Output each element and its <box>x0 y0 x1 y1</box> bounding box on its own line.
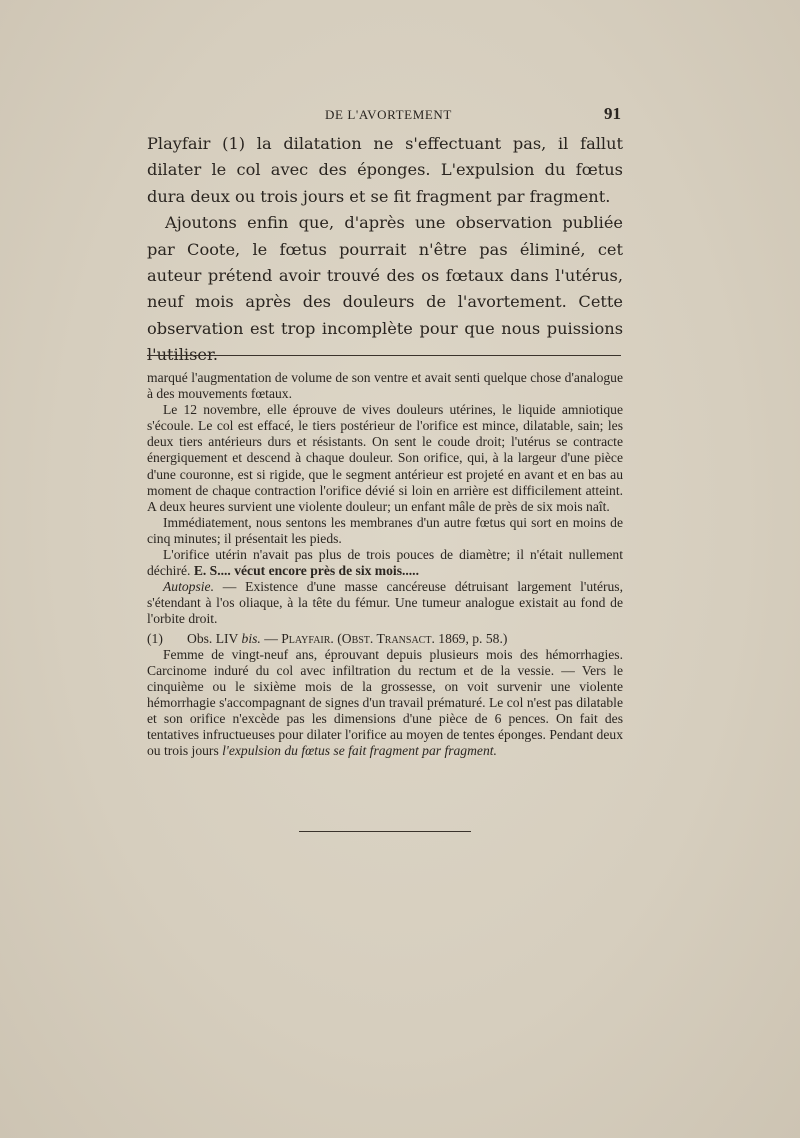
case-paragraph <box>147 579 623 627</box>
footnote-italic-text: l'expulsion du fœtus se fait fragment par fragment. <box>222 743 497 759</box>
footnote-text: Femme de vingt-neuf ans, éprouvant depuis plusieurs mois des hémorrhagies. Carcinome induré du col avec infiltration du rectum et de la vessie. — Vers le cinquième ou le sixième mois de la grossesse, on voit survenir une violente hémorrhagie s'accompagnant de signes d'un travail prématuré. Le col n'est pas dilatable et son orifice n'excède pas les dimensions d'une pièce de 6 pences. On fait des tentatives infructueuses pour dilater l'orifice au moyen de tentes éponges. Pendant deux ou trois jours <box>147 646 623 759</box>
footnote-source: (Obst. Transact. <box>337 630 435 646</box>
separator-rule <box>147 355 621 356</box>
case-text: L'orifice utérin n'avait pas plus de trois pouces de diamètre; il n'était nullement déchiré. <box>147 547 623 579</box>
end-rule <box>299 831 471 832</box>
main-text <box>147 131 623 369</box>
footnote-author: Playfair. <box>281 630 334 646</box>
autopsy-label: Autopsie. <box>163 579 214 595</box>
case-bold-text: E. S.... vécut encore près de six mois..... <box>193 563 419 579</box>
autopsy-text: — Existence d'une masse cancéreuse détruisant largement l'utérus, s'étendant à l'os oliaque, à la tête du fémur. Une tumeur analogue existait au fond de l'orbite droit. <box>147 579 623 627</box>
case-paragraph: Le 12 novembre, elle éprouve de vives douleurs utérines, le liquide amniotique s'écoule. Le col est effacé, le tiers postérieur de l'orifice est mince, dilatable, sain; les deux tiers antérieurs durs et résistants. On sent le coude droit; l'utérus se contracte énergiquement et descend à chaque douleur. Son orifice, qui, à la largeur d'une pièce d'une couronne, est si rigide, que le segment antérieur est projeté en avant et en bas au moment de chaque contraction l'orifice dévié si loin en arrière est difficilement atteint. A deux heures survient une violente douleur; un enfant mâle de près de six mois naît. <box>147 402 623 514</box>
page-header <box>145 104 625 127</box>
footnote-reference <box>147 631 623 647</box>
case-paragraph <box>147 547 623 579</box>
case-paragraph: marqué l'augmentation de volume de son ventre et avait senti quelque chose d'analogue à des mouvements fœtaux. <box>147 370 623 402</box>
footnote-dash: — <box>264 630 278 646</box>
footnote-body <box>147 647 623 760</box>
case-report <box>147 370 623 759</box>
page-number: 91 <box>604 104 621 123</box>
running-head: DE L'AVORTEMENT <box>325 107 452 122</box>
main-paragraph: Ajoutons enfin que, d'après une observation publiée par Coote, le fœtus pourrait n'être pas éliminé, cet auteur prétend avoir trouvé des os fœtaux dans l'utérus, neuf mois après des douleurs de l'avortement. Cette observation est trop incomplète pour que nous puissions l'utiliser. <box>147 213 623 365</box>
footnote-obs: Obs. LIV <box>187 630 239 646</box>
footnote-marker: (1) <box>147 630 163 646</box>
main-paragraph: Playfair (1) la dilatation ne s'effectuant pas, il fallut dilater le col avec des éponges. L'expulsion du fœtus dura deux ou trois jours et se fit fragment par fragment. <box>147 134 623 206</box>
footnote-bis: bis. <box>241 630 261 646</box>
footnote-year: 1869, p. 58.) <box>438 630 508 646</box>
case-paragraph: Immédiatement, nous sentons les membranes d'un autre fœtus qui sort en moins de cinq minutes; il présentait les pieds. <box>147 514 623 546</box>
